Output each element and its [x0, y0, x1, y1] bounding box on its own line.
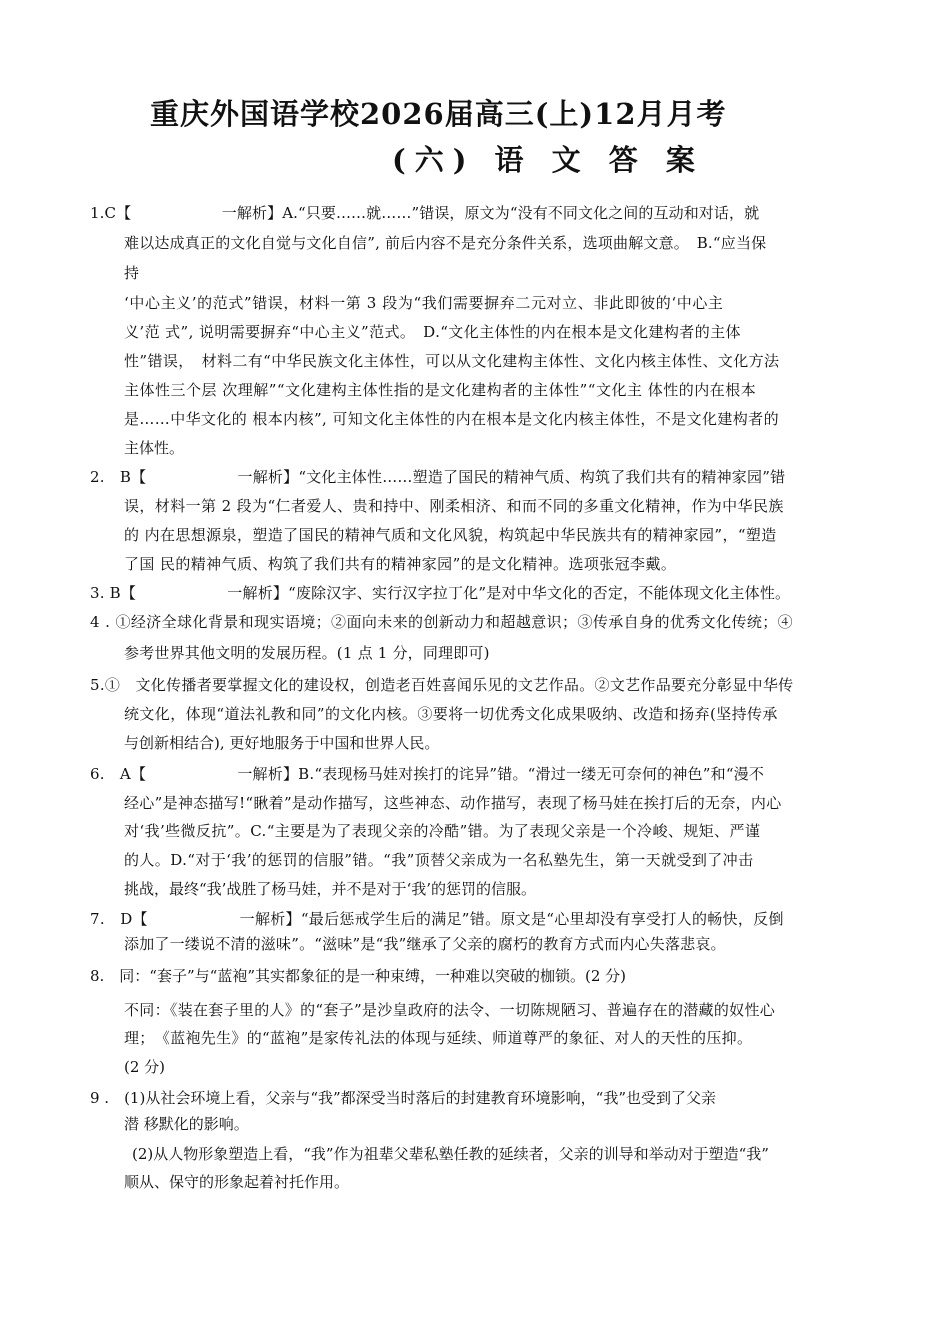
answer-line: 义’范 式”, 说明需要摒弃“中心主义”范式。 D.“文化主体性的内在根本是文化建构者的主体: [124, 323, 741, 341]
answer-line: 的 内在思想源泉，塑造了国民的精神气质和文化风貌，构筑起中华民族共有的精神家园”，“塑造: [124, 526, 777, 544]
answer-line: 了国 民的精神气质、构筑了我们共有的精神家园”的是文化精神。选项张冠李戴。: [124, 555, 677, 573]
answer-line: 参考世界其他文明的发展历程。(1 点 1 分，同理即可): [124, 644, 490, 662]
answer-line: 不同：《装在套子里的人》的“套子”是沙皇政府的法令、一切陈规陋习、普遍存在的潜藏的奴性心: [124, 1001, 776, 1019]
answer-line: (2 分): [124, 1058, 166, 1076]
answer-line: 6. A【 一解析】B.“表现杨马娃对挨打的诧异”错。“滑过一缕无可奈何的神色”和“漫不: [90, 765, 765, 783]
answer-line: 与创新相结合), 更好地服务于中国和世界人民。: [124, 734, 440, 752]
answer-line: 难以达成真正的文化自觉与文化自信”, 前后内容不是充分条件关系，选项曲解文意。 B.“应当保: [124, 234, 767, 252]
answer-line: 添加了一缕说不清的滋味”。“滋味”是“我”继承了父亲的腐朽的教育方式而内心失落悲哀。: [124, 935, 726, 953]
answer-line: ‘中心主义’的范式”错误，材料一第 3 段为“我们需要摒弃二元对立、非此即彼的‘中心主: [124, 294, 724, 312]
answer-line: 主体性。: [124, 439, 185, 457]
answer-line: 的人。D.“对于‘我’的惩罚的信服”错。“我”顶替父亲成为一名私塾先生，第一天就受到了冲击: [124, 851, 754, 869]
answer-line: 3. B【 一解析】“废除汉字、实行汉字拉丁化”是对中华文化的否定，不能体现文化主体性。: [90, 584, 791, 602]
answer-line: 统文化，体现“道法礼教和同”的文化内核。③要将一切优秀文化成果吸纳、改造和扬弃(坚持传承: [124, 705, 778, 723]
answer-line: (2)从人物形象塑造上看，“我”作为祖辈父辈私塾任教的延续者，父亲的训导和举动对于塑造“我”: [132, 1145, 769, 1163]
answer-line: 1.C【 一解析】A.“只要……就……”错误，原文为“没有不同文化之间的互动和对话，就: [90, 204, 760, 222]
answer-line: 2. B【 一解析】“文化主体性……塑造了国民的精神气质、构筑了我们共有的精神家园”错: [90, 468, 786, 486]
answer-line: 5.① 文化传播者要掌握文化的建设权，创造老百姓喜闻乐见的文艺作品。②文艺作品要充分彰显中华传: [90, 676, 794, 694]
answer-line: 主体性三个层 次理解”“文化建构主体性指的是文化建构者的主体性”“文化主 体性的内在根本: [124, 381, 757, 399]
answer-line: 经心”是神态描写!“瞅着”是动作描写，这些神态、动作描写，表现了杨马娃在挨打后的无奈，内心: [124, 794, 782, 812]
answer-line: 8. 同：“套子”与“蓝袍”其实都象征的是一种束缚，一种难以突破的枷锁。(2 分): [90, 967, 627, 985]
answer-line: 性”错误， 材料二有“中华民族文化主体性，可以从文化建构主体性、文化内核主体性、文化方法: [124, 352, 780, 370]
answer-line: 挑战，最终“我’战胜了杨马娃，并不是对于‘我’的惩罚的信服。: [124, 880, 536, 898]
answer-line: 顺从、保守的形象起着衬托作用。: [124, 1173, 350, 1191]
page-subtitle: (六) 语 文 答 案: [392, 143, 704, 177]
answer-line: 是……中华文化的 根本内核”, 可知文化主体性的内在根本是文化内核主体性，不是文化建构者的: [124, 410, 779, 428]
answer-line: 对‘我’些微反抗”。C.“主要是为了表现父亲的冷酷”错。为了表现父亲是一个冷峻、规矩、严谨: [124, 822, 761, 840]
answer-line: 误，材料一第 2 段为“仁者爱人、贵和持中、刚柔相济、和而不同的多重文化精神，作为中华民族: [124, 497, 784, 515]
answer-line: 7. D【 一解析】“最后惩戒学生后的满足”错。原文是“心里却没有享受打人的畅快，反倒: [90, 910, 784, 928]
answer-line: 理； 《蓝袍先生》的“蓝袍”是家传礼法的体现与延续、师道尊严的象征、对人的天性的压抑。: [124, 1029, 753, 1047]
page-title: 重庆外国语学校2026届高三(上)12月月考: [150, 97, 727, 131]
answer-line: 4 . ①经济全球化背景和现实语境；②面向未来的创新动力和超越意识；③传承自身的优秀文化传统；④: [90, 613, 794, 631]
answer-line: 持: [124, 264, 140, 282]
answer-line: 9 . (1)从社会环境上看，父亲与“我”都深受当时落后的封建教育环境影响，“我”也受到了父亲: [90, 1089, 717, 1107]
answer-line: 潜 移默化的影响。: [124, 1115, 249, 1133]
